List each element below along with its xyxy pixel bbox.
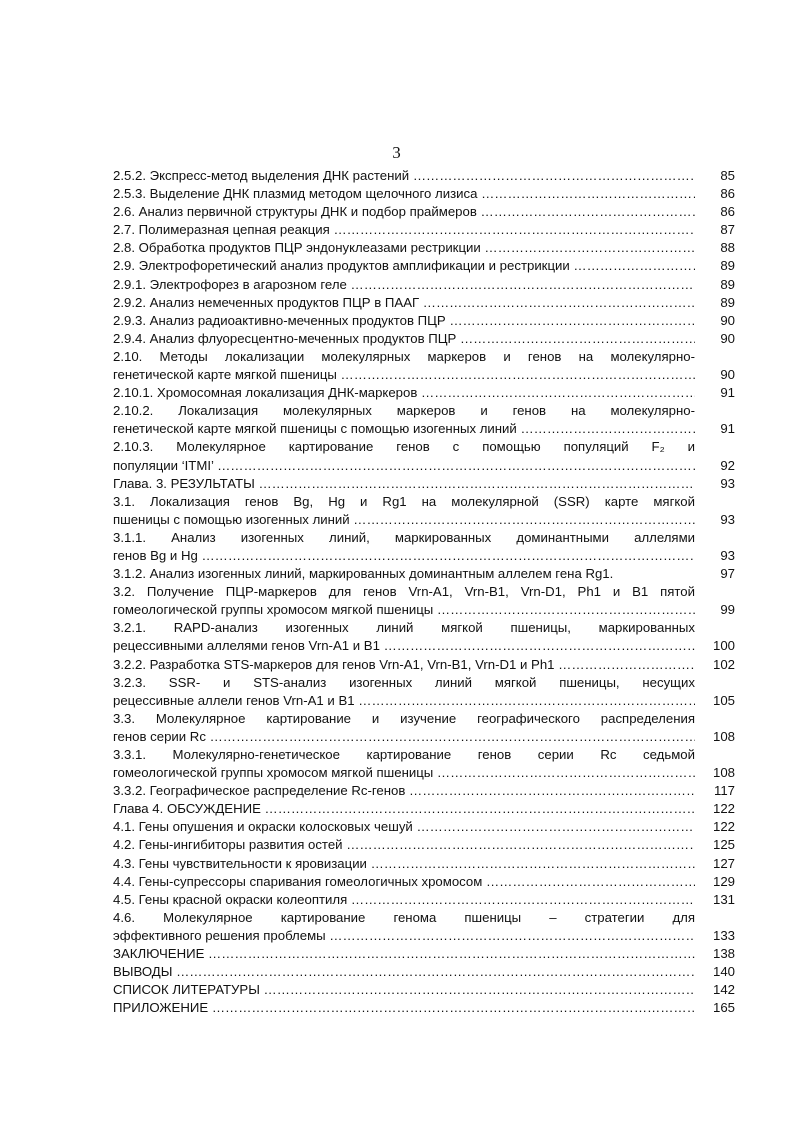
toc-entry-title-line: 3.1. Локализация генов Bg, Hg и Rg1 на молекулярной (SSR) карте мягкой: [113, 493, 695, 509]
toc-entry: [113, 945, 735, 963]
toc-entry: [113, 348, 735, 384]
toc-entry: [113, 312, 735, 330]
toc-entry-title-line: 2.10. Методы локализации молекулярных маркеров и генов на молекулярно-: [113, 348, 695, 364]
toc-entry: [113, 818, 735, 836]
toc-entry: [113, 402, 735, 438]
toc-entry-page: 133: [712, 927, 735, 943]
toc-entry-title-last-line: рецессивные аллели генов Vrn-A1 и B1 ……………………………………………………………………………………………………………………………………………………: [113, 692, 695, 710]
toc-entry-page: 93: [720, 547, 735, 563]
toc-entry-page: 90: [720, 367, 735, 383]
toc-entry: [113, 873, 735, 891]
toc-entry-title-last-line: ПРИЛОЖЕНИЕ ……………………………………………………………………………………………………………………………………………………: [113, 999, 695, 1017]
toc-entry-page: 165: [712, 1000, 735, 1016]
toc-entry-page: 138: [712, 946, 735, 962]
toc-entry-page: 92: [720, 457, 735, 473]
toc-entry-title-last-line: 2.9.2. Анализ немеченных продуктов ПЦР в ПААГ ……………………………………………………………………………………………………………………………………………………: [113, 294, 695, 312]
toc-entry-page: 89: [720, 276, 735, 292]
toc-entry-title-line: 3.2.3. SSR- и STS-анализ изогенных линий мягкой пшеницы, несущих: [113, 674, 695, 690]
toc-entry: [113, 710, 735, 746]
toc-entry-title-last-line: 2.9.3. Анализ радиоактивно-меченных продуктов ПЦР ……………………………………………………………………………………………………………………………………………………: [113, 312, 695, 330]
toc-entry-title-line: 3.3. Молекулярное картирование и изучение географического распределения: [113, 710, 695, 726]
toc-entry-title-last-line: популяции ‘ITMI’ ……………………………………………………………………………………………………………………………………………………: [113, 457, 695, 475]
toc-entry-page: 129: [712, 873, 735, 889]
toc-entry-page: 125: [712, 837, 735, 853]
toc-entry: [113, 330, 735, 348]
toc-entry-title-last-line: 2.5.2. Экспресс-метод выделения ДНК растений ……………………………………………………………………………………………………………………………………………………: [113, 167, 695, 185]
toc-entry-title-line: 3.2. Получение ПЦР-маркеров для генов Vrn-A1, Vrn-B1, Vrn-D1, Ph1 и B1 пятой: [113, 584, 695, 600]
toc-entry: [113, 565, 735, 583]
toc-entry-title-last-line: 2.6. Анализ первичной структуры ДНК и подбор праймеров ……………………………………………………………………………………………………………………………………………………: [113, 203, 695, 221]
toc-entry-title-last-line: рецессивными аллелями генов Vrn-A1 и B1 ……………………………………………………………………………………………………………………………………………………: [113, 637, 695, 655]
toc-entry: [113, 855, 735, 873]
toc-entry: [113, 674, 735, 710]
toc-entry-page: 105: [712, 692, 735, 708]
toc-entry: [113, 438, 735, 474]
toc-entry: [113, 221, 735, 239]
toc-entry-title-last-line: 4.4. Гены-супрессоры спаривания гомеологичных хромосом ……………………………………………………………………………………………………………………………………………………: [113, 873, 695, 891]
toc-entry: [113, 891, 735, 909]
toc-entry: [113, 475, 735, 493]
toc-entry: [113, 782, 735, 800]
toc-entry: [113, 981, 735, 999]
toc-entry: [113, 999, 735, 1017]
toc-entry-title-line: 3.2.1. RAPD-анализ изогенных линий мягкой пшеницы, маркированных: [113, 620, 695, 636]
table-of-contents: [113, 167, 735, 1017]
toc-entry-title-last-line: 4.1. Гены опушения и окраски колосковых чешуй ……………………………………………………………………………………………………………………………………………………: [113, 818, 695, 836]
toc-entry-title-last-line: 2.8. Обработка продуктов ПЦР эндонуклеазами рестрикции ……………………………………………………………………………………………………………………………………………………: [113, 239, 695, 257]
toc-entry: [113, 583, 735, 619]
toc-entry-title-line: 4.6. Молекулярное картирование генома пшеницы – стратегии для: [113, 909, 695, 925]
toc-entry-page: 122: [712, 819, 735, 835]
toc-entry-page: 131: [712, 891, 735, 907]
toc-entry: [113, 836, 735, 854]
toc-entry-page: 108: [712, 765, 735, 781]
toc-entry-title-last-line: ЗАКЛЮЧЕНИЕ ……………………………………………………………………………………………………………………………………………………: [113, 945, 695, 963]
toc-entry-page: 85: [720, 168, 735, 183]
toc-entry-title-last-line: 2.7. Полимеразная цепная реакция ……………………………………………………………………………………………………………………………………………………: [113, 221, 695, 239]
toc-entry-title-last-line: 2.9.1. Электрофорез в агарозном геле ……………………………………………………………………………………………………………………………………………………: [113, 276, 695, 294]
toc-entry-page: 89: [720, 294, 735, 310]
toc-entry: [113, 257, 735, 275]
toc-entry-page: 99: [720, 602, 735, 618]
toc-entry-title-last-line: генов серии Rc ……………………………………………………………………………………………………………………………………………………: [113, 728, 695, 746]
toc-entry-page: 140: [712, 964, 735, 980]
toc-entry-title-last-line: Глава. 3. РЕЗУЛЬТАТЫ ……………………………………………………………………………………………………………………………………………………: [113, 475, 695, 493]
toc-entry-title-last-line: генетической карте мягкой пшеницы ……………………………………………………………………………………………………………………………………………………: [113, 366, 695, 384]
toc-entry-page: 97: [720, 566, 735, 582]
toc-entry-title-last-line: 4.5. Гены красной окраски колеоптиля ……………………………………………………………………………………………………………………………………………………: [113, 891, 695, 909]
toc-entry-page: 100: [712, 638, 735, 654]
toc-entry-title-last-line: гомеологической группы хромосом мягкой пшеницы ……………………………………………………………………………………………………………………………………………………: [113, 764, 695, 782]
toc-entry-page: 93: [720, 475, 735, 491]
toc-entry-title-last-line: СПИСОК ЛИТЕРАТУРЫ ……………………………………………………………………………………………………………………………………………………: [113, 981, 695, 999]
toc-entry-page: 86: [720, 186, 735, 202]
toc-entry: [113, 203, 735, 221]
toc-entry-title-last-line: 3.2.2. Разработка STS-маркеров для генов Vrn-A1, Vrn-B1, Vrn-D1 и Ph1 ……………………………………………………………………………………………………………………………………………………: [113, 656, 695, 674]
toc-entry-title-line: 3.3.1. Молекулярно-генетическое картирование генов серии Rc седьмой: [113, 747, 695, 762]
toc-entry: [113, 384, 735, 402]
toc-entry-title-last-line: 2.9.4. Анализ флуоресцентно-меченных продуктов ПЦР ……………………………………………………………………………………………………………………………………………………: [113, 330, 695, 348]
page-number: 3: [392, 143, 401, 162]
toc-entry: [113, 963, 735, 981]
toc-entry-page: 117: [713, 783, 735, 799]
toc-entry: [113, 909, 735, 945]
toc-entry-page: 122: [712, 801, 735, 817]
toc-entry-page: 88: [720, 240, 735, 256]
toc-entry-title-last-line: пшеницы с помощью изогенных линий ……………………………………………………………………………………………………………………………………………………: [113, 511, 695, 529]
toc-entry: [113, 800, 735, 818]
toc-entry: [113, 185, 735, 203]
toc-entry-page: 108: [712, 728, 735, 744]
toc-entry-title-last-line: генетической карте мягкой пшеницы с помощью изогенных линий ……………………………………………………………………………………………………………………………………………………: [113, 420, 695, 438]
toc-entry-title-last-line: генов Bg и Hg ……………………………………………………………………………………………………………………………………………………: [113, 547, 695, 565]
toc-entry-title-last-line: 2.9. Электрофоретический анализ продуктов амплификации и рестрикции ……………………………………………………………………………………………………………………………………………………: [113, 257, 695, 275]
toc-entry-title-last-line: ВЫВОДЫ ……………………………………………………………………………………………………………………………………………………: [113, 963, 695, 981]
toc-entry: [113, 656, 735, 674]
toc-entry-title-line: 3.1.1. Анализ изогенных линий, маркированных доминантными аллелями: [113, 529, 695, 545]
toc-entry: [113, 493, 735, 529]
toc-entry-page: 91: [720, 421, 735, 437]
toc-entry-page: 142: [712, 982, 735, 998]
toc-entry-title-last-line: 2.5.3. Выделение ДНК плазмид методом щелочного лизиса ……………………………………………………………………………………………………………………………………………………: [113, 185, 695, 203]
toc-entry-title-last-line: 3.1.2. Анализ изогенных линий, маркированных доминантным аллелем гена Rg1.: [113, 566, 614, 582]
toc-entry-page: 93: [720, 511, 735, 527]
toc-entry-page: 91: [720, 385, 735, 401]
toc-entry: [113, 529, 735, 565]
toc-entry: [113, 239, 735, 257]
toc-entry: [113, 294, 735, 312]
toc-entry-page: 89: [720, 258, 735, 274]
toc-entry-page: 87: [720, 222, 735, 238]
toc-entry-page: 127: [712, 855, 735, 871]
toc-entry-title-line: 2.10.3. Молекулярное картирование генов с помощью популяций F₂ и: [113, 439, 695, 455]
toc-entry-page: 86: [720, 204, 735, 220]
toc-entry-title-last-line: 3.3.2. Географическое распределение Rc-генов ……………………………………………………………………………………………………………………………………………………: [113, 782, 695, 800]
toc-entry: [113, 619, 735, 655]
toc-entry-page: 90: [720, 312, 735, 328]
toc-entry-title-last-line: 4.3. Гены чувствительности к яровизации ……………………………………………………………………………………………………………………………………………………: [113, 855, 695, 873]
toc-entry-title-last-line: Глава 4. ОБСУЖДЕНИЕ ……………………………………………………………………………………………………………………………………………………: [113, 800, 695, 818]
toc-entry: [113, 276, 735, 294]
toc-entry-title-line: 2.10.2. Локализация молекулярных маркеров и генов на молекулярно-: [113, 403, 695, 419]
toc-entry: [113, 167, 735, 185]
toc-entry-title-last-line: 4.2. Гены-ингибиторы развития остей ……………………………………………………………………………………………………………………………………………………: [113, 836, 695, 854]
toc-entry-title-last-line: гомеологической группы хромосом мягкой пшеницы ……………………………………………………………………………………………………………………………………………………: [113, 601, 695, 619]
toc-entry-page: 90: [720, 330, 735, 346]
toc-entry: [113, 746, 735, 782]
toc-entry-title-last-line: 2.10.1. Хромосомная локализация ДНК-маркеров ……………………………………………………………………………………………………………………………………………………: [113, 384, 695, 402]
toc-entry-page: 102: [712, 656, 735, 672]
toc-entry-title-last-line: эффективного решения проблемы ……………………………………………………………………………………………………………………………………………………: [113, 927, 695, 945]
